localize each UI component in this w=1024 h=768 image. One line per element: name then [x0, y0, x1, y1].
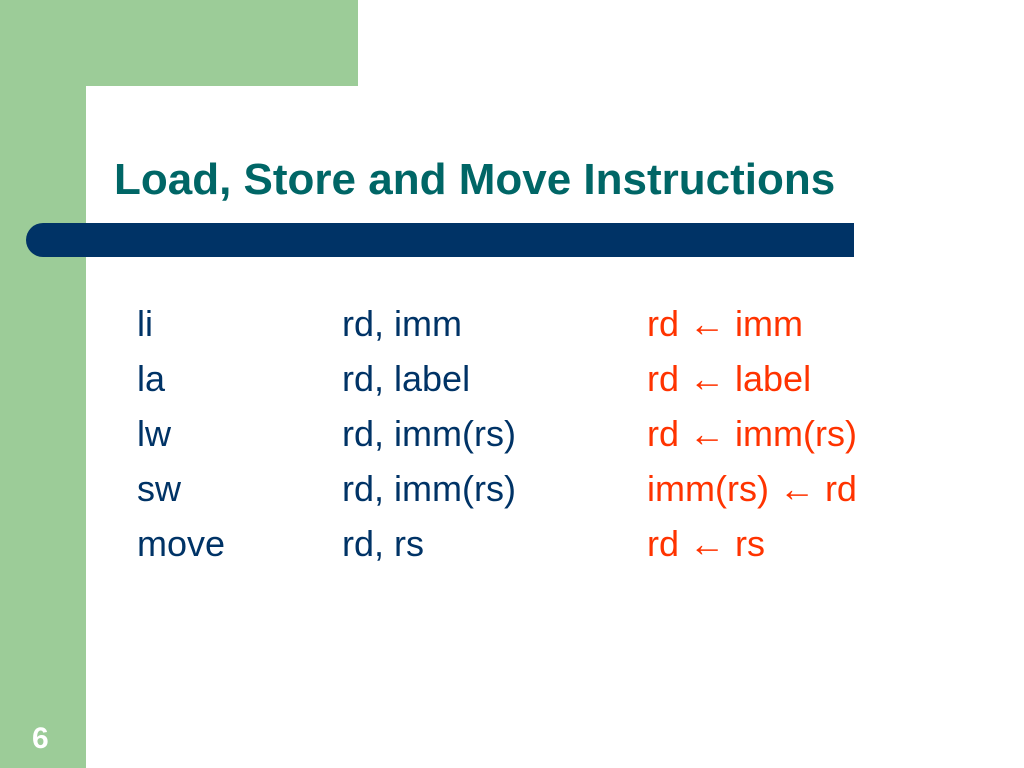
instruction-description: rd ← imm(rs): [647, 413, 857, 454]
instruction-mnemonic: li: [137, 303, 153, 344]
green-top-band: [0, 0, 358, 86]
instruction-mnemonic: la: [137, 358, 166, 399]
instruction-mnemonic: sw: [137, 468, 181, 509]
page-number: 6: [32, 722, 49, 755]
instruction-operands: rd, imm(rs): [342, 413, 516, 454]
instruction-operands: rd, imm(rs): [342, 468, 516, 509]
instruction-operands: rd, rs: [342, 523, 425, 564]
instruction-operands: rd, label: [342, 358, 471, 399]
instruction-mnemonic: move: [137, 523, 226, 564]
instruction-description: rd ← label: [647, 358, 812, 399]
instruction-description: rd ← imm: [647, 303, 803, 344]
title-underline-bar: [26, 223, 854, 257]
instruction-operands: rd, imm: [342, 303, 462, 344]
instruction-mnemonic: lw: [137, 413, 171, 454]
instruction-description: rd ← rs: [647, 523, 766, 564]
instruction-description: imm(rs) ← rd: [647, 468, 857, 509]
green-side-band: [0, 0, 86, 768]
slide-title: Load, Store and Move Instructions: [114, 155, 836, 204]
